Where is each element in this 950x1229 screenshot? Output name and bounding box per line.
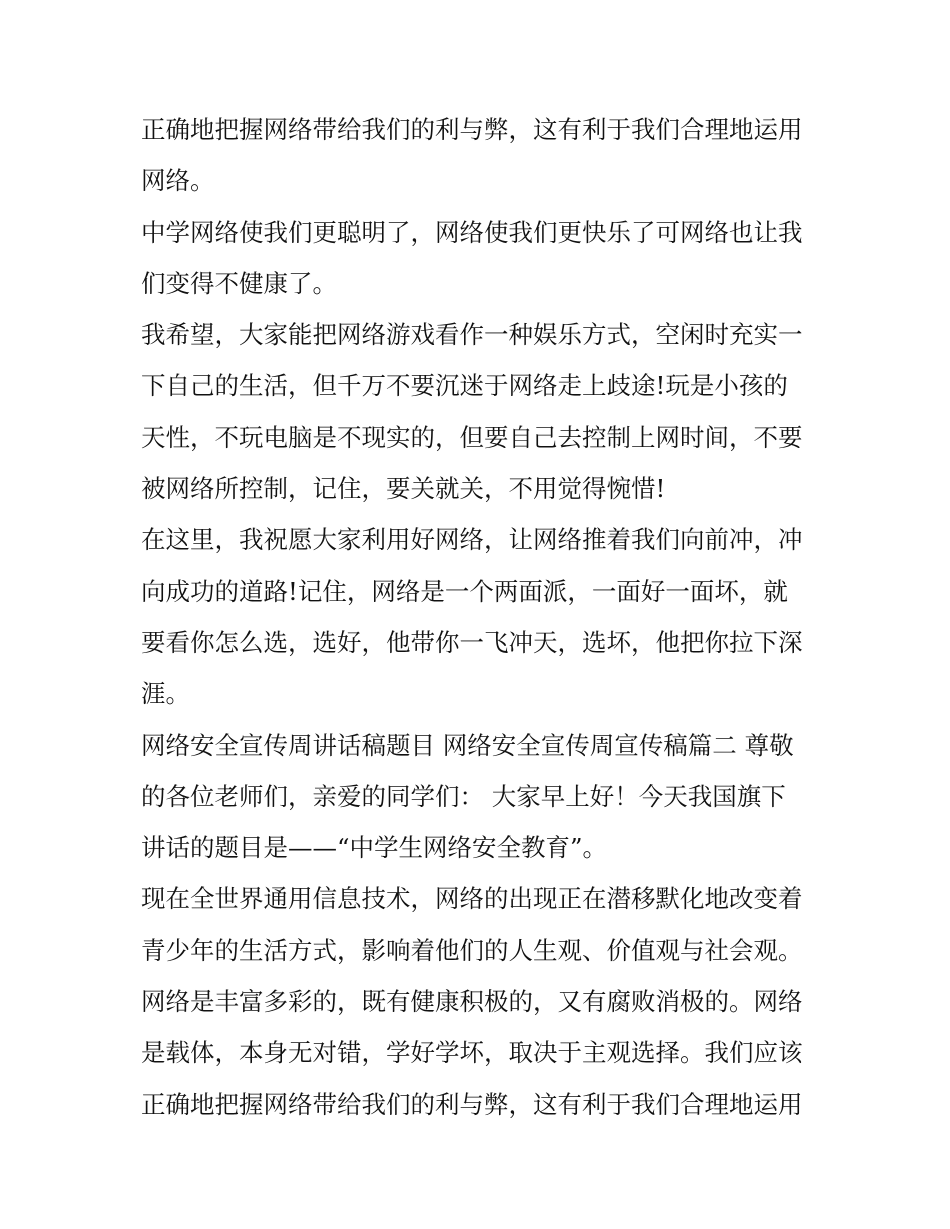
document-body (141, 104, 821, 1130)
text-line: 要看你怎么选，选好，他带你一飞冲天，选坏，他把你拉下深 (141, 627, 803, 657)
text-line: 青少年的生活方式，影响着他们的人生观、价值观与社会观。 (141, 935, 803, 965)
text-line: 天性，不玩电脑是不现实的，但要自己去控制上网时间，不要 (141, 422, 803, 452)
text-line: 向成功的道路!记住，网络是一个两面派，一面好一面坏，就 (141, 576, 788, 606)
text-line: 现在全世界通用信息技术，网络的出现正在潜移默化地改变着 (141, 884, 803, 914)
text-line: 下自己的生活，但千万不要沉迷于网络走上歧途!玩是小孩的 (141, 371, 788, 401)
text-line: 们变得不健康了。 (141, 268, 337, 298)
text-line: 讲话的题目是——“中学生网络安全教育”。 (141, 833, 608, 863)
text-line: 涯。 (141, 679, 190, 709)
text-line: 正确地把握网络带给我们的利与弊，这有利于我们合理地运用 (141, 115, 803, 144)
text-line: 被网络所控制，记住，要关就关，不用觉得惋惜! (141, 474, 666, 504)
text-line: 正确地把握网络带给我们的利与弊，这有利于我们合理地运用 (141, 1089, 803, 1119)
text-line: 在这里，我祝愿大家利用好网络，让网络推着我们向前冲，冲 (141, 525, 803, 555)
text-line: 的各位老师们，亲爱的同学们： 大家早上好！今天我国旗下 (141, 781, 786, 811)
text-line: 网络安全宣传周讲话稿题目 网络安全宣传周宣传稿篇二 尊敬 (141, 730, 794, 760)
text-line: 是载体，本身无对错，学好学坏，取决于主观选择。我们应该 (141, 1038, 803, 1068)
text-line: 网络。 (141, 166, 215, 196)
text-line: 网络是丰富多彩的，既有健康积极的，又有腐败消极的。网络 (141, 987, 803, 1017)
text-line: 中学网络使我们更聪明了，网络使我们更快乐了可网络也让我 (141, 217, 803, 247)
text-line: 我希望，大家能把网络游戏看作一种娱乐方式，空闲时充实一 (141, 320, 803, 350)
